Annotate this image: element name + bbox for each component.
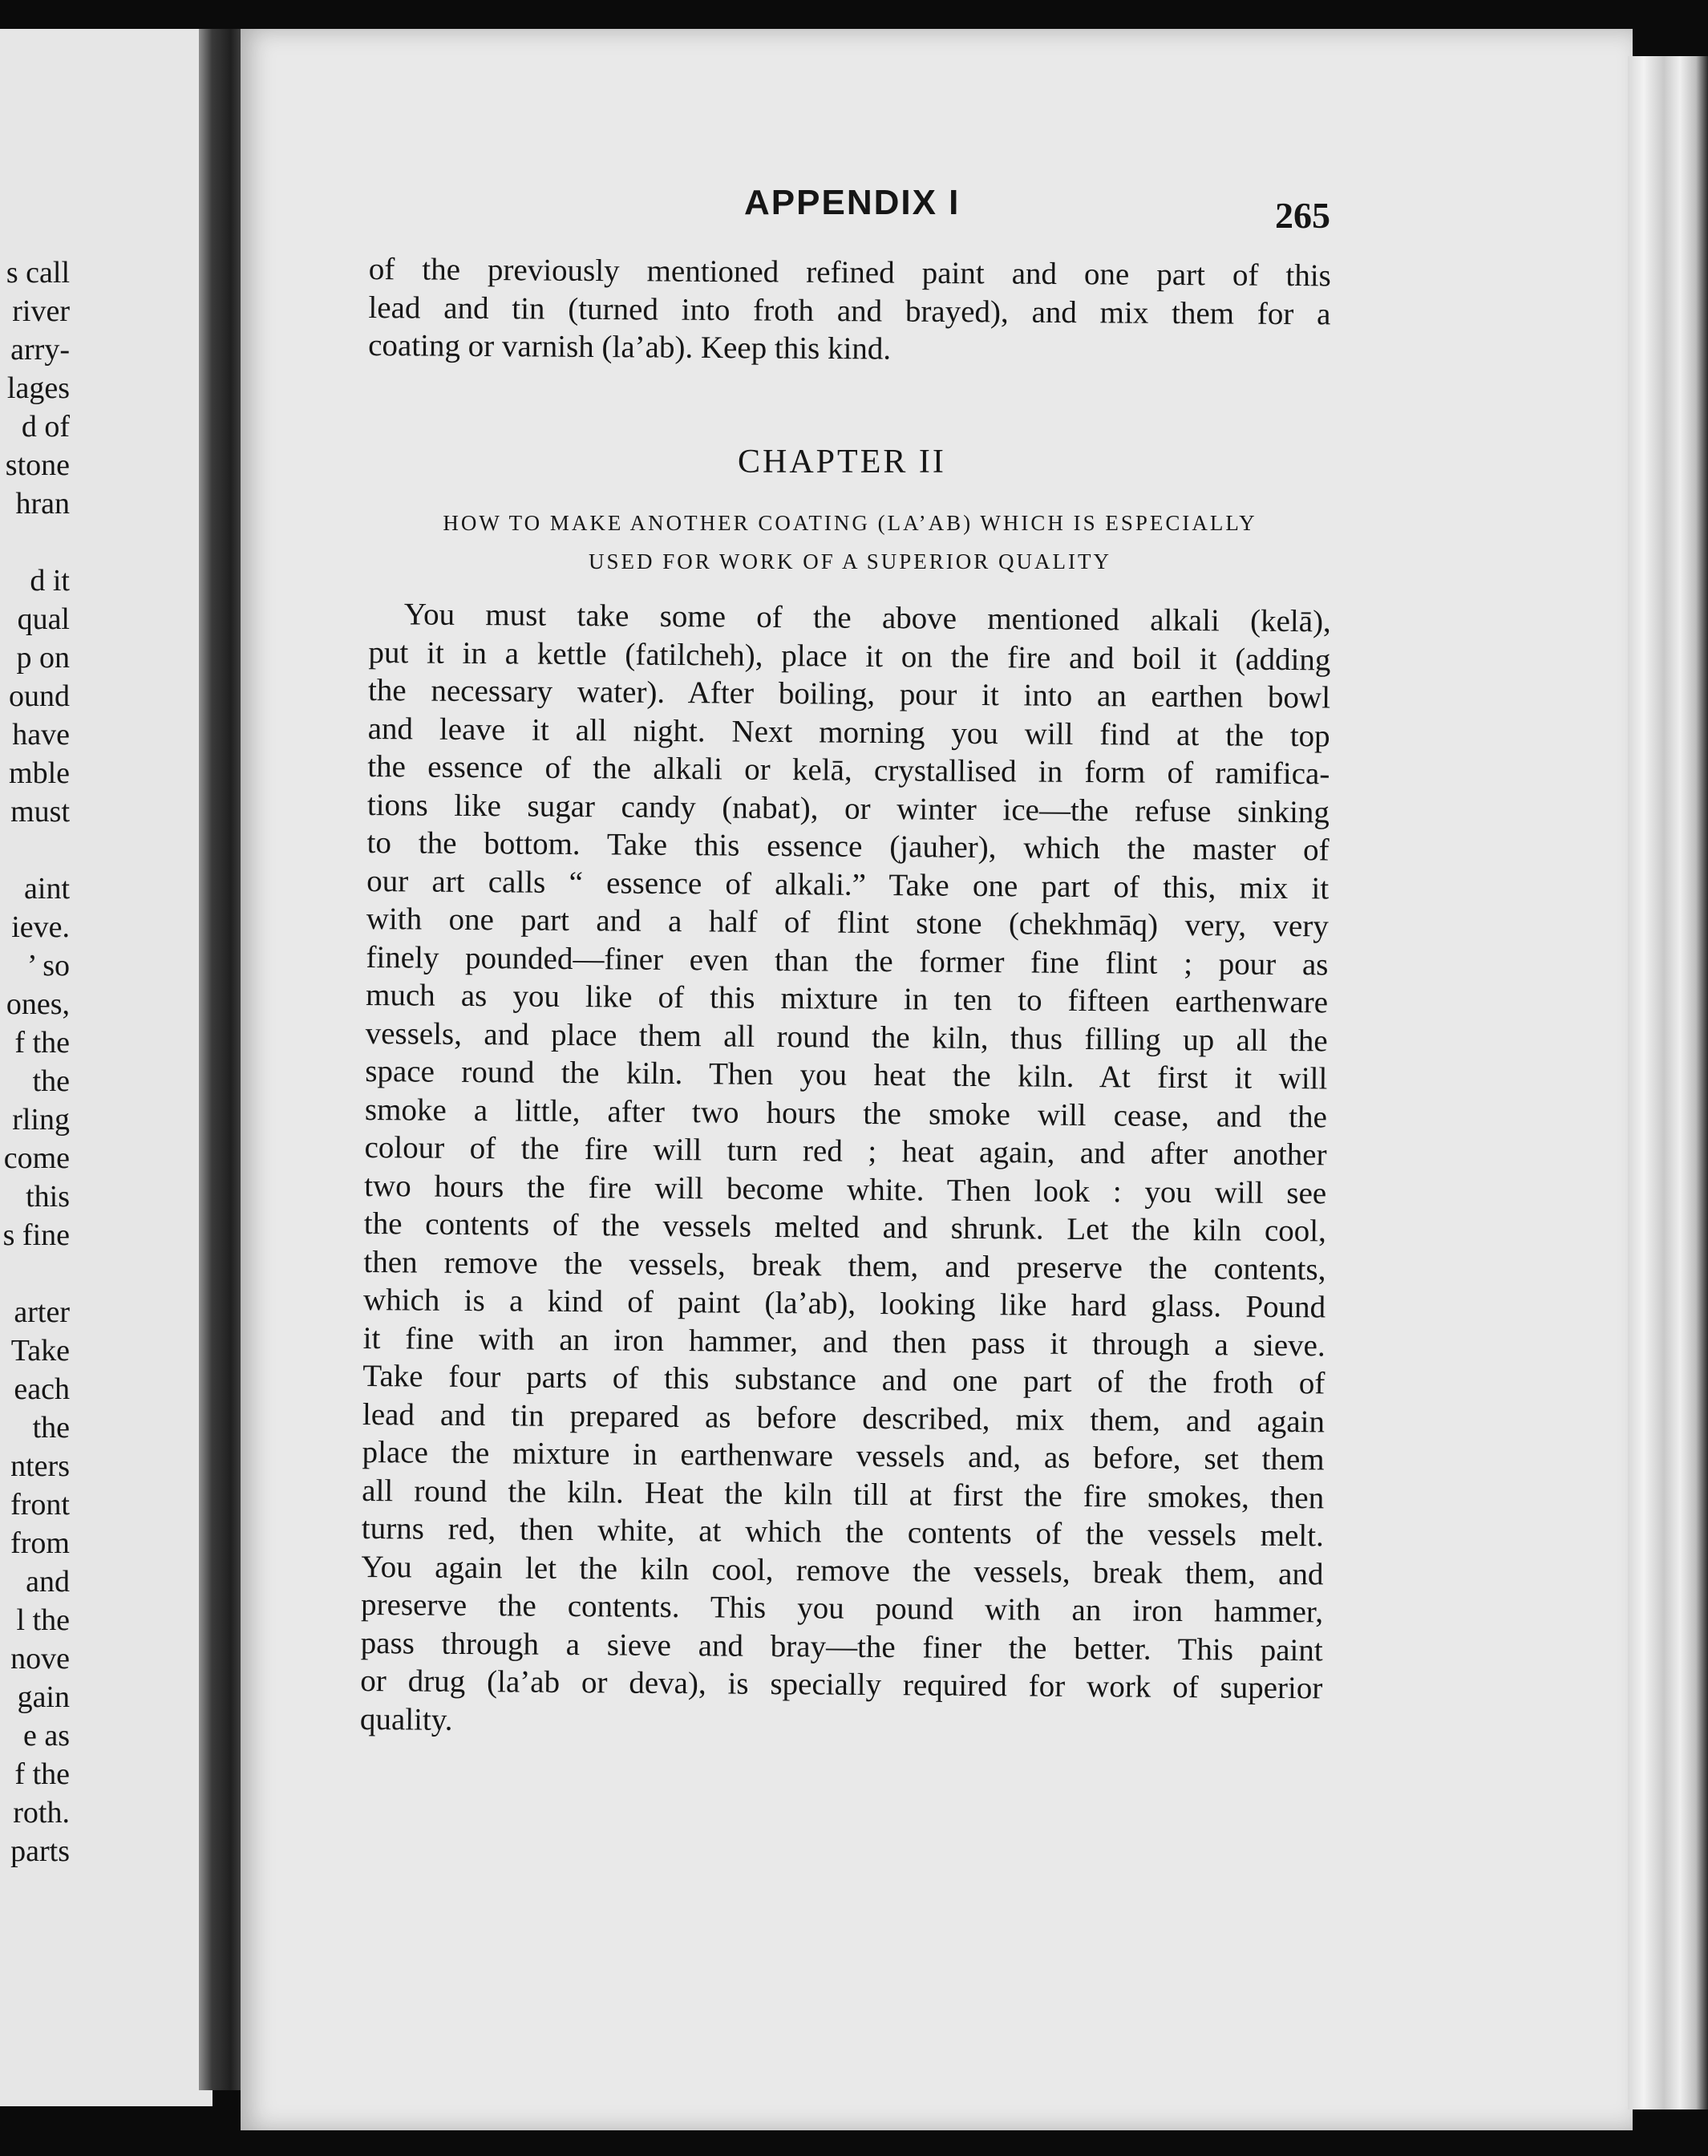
text-line: put it in a kettle (fatilcheh), place it on the fire and boil it (adding xyxy=(368,634,1331,677)
text-line: the contents of the vessels melted and shrunk. Let the kiln cool, xyxy=(363,1206,1326,1249)
facing-page-text xyxy=(3,253,70,1870)
text-line: the necessary water). After boiling, pour it into an earthen bowl xyxy=(367,672,1331,715)
text-line: and leave it all night. Next morning you will find at the top xyxy=(367,711,1330,753)
text-line: it fine with an iron hammer, and then pass it through a sieve. xyxy=(362,1320,1326,1363)
text-line: HOW TO MAKE ANOTHER COATING (LA’AB) WHICH IS ESPECIALLY xyxy=(443,511,1257,535)
text-line xyxy=(3,1254,70,1293)
chapter-subtitle xyxy=(370,504,1330,581)
text-line: lages xyxy=(6,371,70,405)
text-line: mble xyxy=(9,756,70,790)
text-line: ’ so xyxy=(26,949,70,983)
text-line: place the mixture in earthenware vessels and, as before, set them xyxy=(362,1434,1325,1477)
text-line: nters xyxy=(10,1449,70,1483)
text-line: tions like sugar candy (nabat), or winter ice—the refuse sinking xyxy=(366,787,1330,829)
text-line: the xyxy=(32,1064,70,1098)
text-line: which is a kind of paint (la’ab), looking like hard glass. Pound xyxy=(362,1282,1326,1325)
text-line: ound xyxy=(9,679,70,713)
text-line: much as you like of this mixture in ten to fifteen earthenware xyxy=(365,977,1329,1020)
text-line: preserve the contents. This you pound with an iron hammer, xyxy=(360,1587,1324,1630)
body-paragraph xyxy=(360,595,1331,1745)
text-line: You again let the kiln cool, remove the vessels, break them, and xyxy=(361,1549,1324,1591)
text-line: rling xyxy=(12,1103,70,1137)
text-line: pass through a sieve and bray—the finer the better. This paint xyxy=(360,1625,1323,1668)
text-line: nove xyxy=(10,1642,70,1676)
text-line: lead and tin prepared as before described, mix them, and again xyxy=(362,1396,1326,1439)
text-line xyxy=(3,523,70,561)
text-line: each xyxy=(14,1372,70,1406)
text-line: stone xyxy=(5,448,70,482)
text-line: d it xyxy=(30,564,70,598)
text-line: have xyxy=(12,718,70,752)
text-line: all round the kiln. Heat the kiln till at first the fire smokes, then xyxy=(362,1473,1325,1515)
text-line: qual xyxy=(17,602,70,636)
text-line: quality. xyxy=(359,1701,453,1737)
text-line: f the xyxy=(14,1757,70,1791)
text-line: Take xyxy=(10,1334,70,1368)
text-line: e as xyxy=(22,1719,70,1753)
text-line: space round the kiln. Then you heat the kiln. At first it will xyxy=(365,1053,1328,1096)
text-line: hran xyxy=(15,487,70,521)
text-line: come xyxy=(3,1141,70,1175)
text-line: p on xyxy=(16,641,70,675)
text-line: USED FOR WORK OF A SUPERIOR QUALITY xyxy=(588,549,1112,573)
text-line: f the xyxy=(14,1026,70,1060)
text-line: roth. xyxy=(13,1796,70,1830)
text-line: arry- xyxy=(10,333,70,367)
text-line: finely pounded—finer even than the former fine flint ; pour as xyxy=(366,939,1329,982)
text-line: the xyxy=(32,1411,70,1445)
text-line: ones, xyxy=(6,987,70,1021)
text-line xyxy=(3,831,70,869)
text-line: s call xyxy=(6,256,70,290)
text-line: and xyxy=(26,1565,70,1599)
text-line: with one part and a half of flint stone (chekhmāq) very, very xyxy=(366,901,1329,944)
text-line: Take four parts of this substance and one part of the froth of xyxy=(362,1358,1326,1401)
text-line: from xyxy=(10,1526,70,1560)
text-line: our art calls “ essence of alkali.” Take one part of this, mix it xyxy=(366,863,1330,906)
text-line: or drug (la’ab or deva), is specially required for work of superior xyxy=(360,1663,1323,1706)
text-line: You must take some of the above mentioned alkali (kelā), xyxy=(403,597,1331,639)
text-line: colour of the fire will turn red ; heat again, and after another xyxy=(364,1129,1327,1173)
text-line: coating or varnish (la’ab). Keep this kind. xyxy=(368,327,892,367)
text-line: gain xyxy=(17,1680,70,1714)
text-line: of the previously mentioned refined paint and one part of this xyxy=(368,251,1331,294)
text-line: aint xyxy=(24,872,70,906)
text-line: turns red, then white, at which the contents of the vessels melt. xyxy=(361,1510,1324,1554)
text-line: the essence of the alkali or kelā, crystallised in form of ramifica- xyxy=(367,748,1330,792)
text-line: d of xyxy=(21,410,70,444)
running-head: APPENDIX I xyxy=(744,183,961,222)
continuation-paragraph xyxy=(368,250,1331,371)
text-line: two hours the fire will become white. Then look : you will see xyxy=(364,1168,1327,1210)
text-line: parts xyxy=(10,1834,70,1868)
text-line: front xyxy=(10,1488,70,1522)
text-line: s fine xyxy=(2,1218,70,1252)
text-line: to the bottom. Take this essence (jauher), which the master of xyxy=(366,825,1330,868)
text-line: smoke a little, after two hours the smoke will cease, and the xyxy=(364,1092,1328,1134)
facing-page-left xyxy=(0,29,212,2106)
text-line: vessels, and place them all round the kiln, thus filling up all the xyxy=(365,1015,1328,1058)
text-line: river xyxy=(12,294,70,328)
text-line: must xyxy=(10,795,70,829)
text-line: lead and tin (turned into froth and brayed), and mix them for a xyxy=(368,290,1331,331)
text-line: this xyxy=(26,1180,70,1214)
text-line: ieve. xyxy=(11,910,70,944)
page-edge-right xyxy=(1628,56,1708,2109)
text-line: arter xyxy=(14,1295,70,1329)
chapter-title: CHAPTER II xyxy=(738,444,946,480)
text-line: then remove the vessels, break them, and preserve the contents, xyxy=(363,1244,1326,1287)
text-line: l the xyxy=(16,1603,70,1637)
page-number: 265 xyxy=(1275,195,1330,236)
